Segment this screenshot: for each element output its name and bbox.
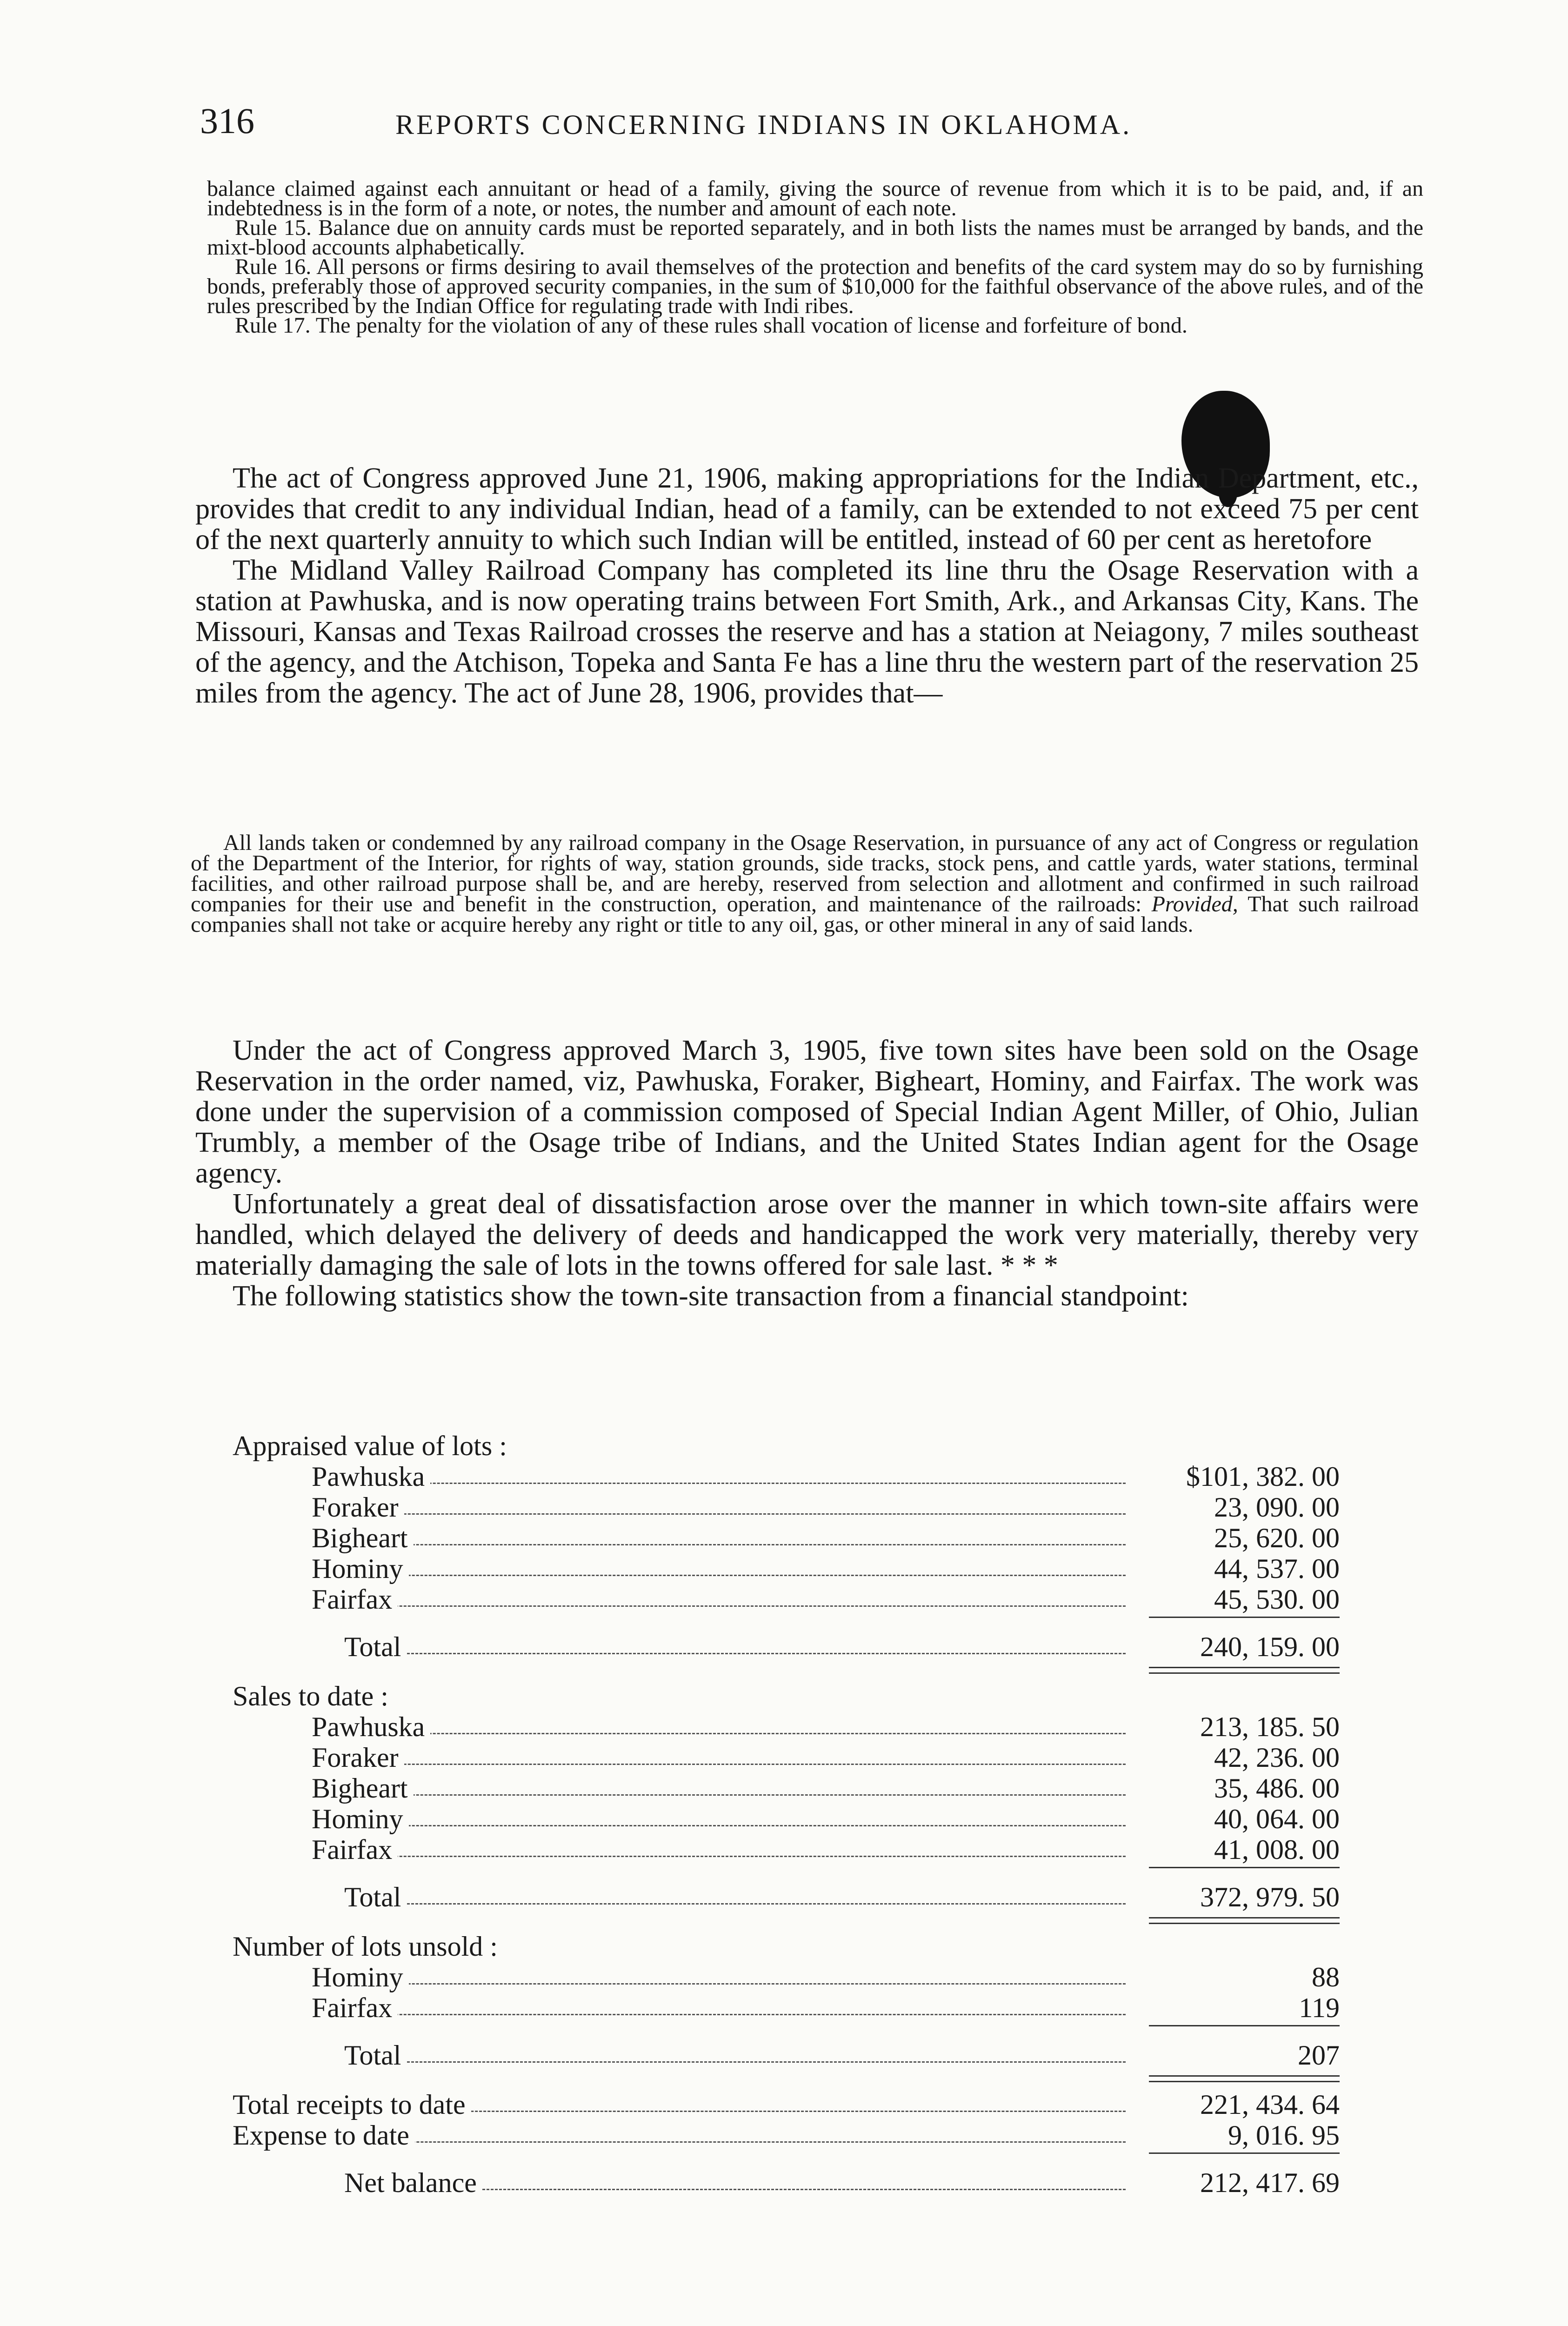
rule-14-continuation: balance claimed against each annuitant or head of a family, giving the source of revenue from which it is to be paid, and, if an indebtedness is in the form of a note, or notes, the number and amount of each note.: [207, 176, 1423, 221]
body-text-lower: [195, 1035, 1419, 1311]
sales-row: Pawhuska 213, 185. 50: [312, 1711, 1340, 1742]
unsold-row: Hominy 88: [312, 1962, 1340, 1992]
net-balance-row: Net balance 212, 417. 69: [344, 2167, 1340, 2198]
page-number: 316: [200, 100, 254, 141]
paragraph-statistics-intro: The following statistics show the town-site transaction from a financial standpoint:: [233, 1280, 1189, 1312]
paragraph-dissatisfaction: Unfortunately a great deal of dissatisfaction arose over the manner in which town-site affairs were handled, which delayed the delivery of deeds and handicapped the work very materially, thereby very materially damaging the sale of lots in the towns offered for sale last. * * *: [195, 1188, 1419, 1281]
appraised-row: Hominy 44, 537. 00: [312, 1553, 1340, 1584]
sales-row: Fairfax 41, 008. 00: [312, 1834, 1340, 1865]
sales-row: Hominy 40, 064. 00: [312, 1804, 1340, 1834]
unsold-row: Fairfax 119: [312, 1992, 1340, 2023]
rule-17: Rule 17. The penalty for the violation of any of these rules shall vocation of license and forfeiture of bond.: [235, 313, 1188, 338]
appraised-row: Foraker 23, 090. 00: [312, 1492, 1340, 1523]
expense-row: Expense to date 9, 016. 95: [233, 2120, 1340, 2151]
unsold-label: Number of lots unsold :: [233, 1931, 498, 1962]
quote-end: That such railroad companies shall not take or acquire hereby any right or title to any oil, gas, or other mineral in any of said lands.: [191, 892, 1419, 937]
sales-row: Bigheart 35, 486. 00: [312, 1773, 1340, 1804]
sales-total-row: Total 372, 979. 50: [344, 1882, 1340, 1912]
running-title: REPORTS CONCERNING INDIANS IN OKLAHOMA.: [395, 109, 1132, 140]
paragraph-railroads: The Midland Valley Railroad Company has completed its line thru the Osage Reservation with a station at Pawhuska, and is now operating trains between Fort Smith, Ark., and Arkansas City, Kans. The Missouri, Kansas and Texas Railroad crosses the reserve and has a station at Neiagony, 7 miles southeast of the agency, and the Atchison, Topeka and Santa Fe has a line thru the western part of the reservation 25 miles from the agency. The act of June 28, 1906, provides that—: [195, 555, 1419, 709]
appraised-label: Appraised value of lots :: [233, 1430, 507, 1461]
quote-main: All lands taken or condemned by any railroad company in the Osage Reservation, in pursuance of any act of Congress or regulation of the Department of the Interior, for rights of way, station grounds, side tracks, stock pens, and cattle yards, water stations, terminal facilities, and other railroad purpose shall be, and are hereby, reserved from selection and allotment and confirmed in such railroad companies for their use and benefit in the construction, operation, and maintenance of the railroads:: [191, 830, 1419, 916]
total-double-rule: [233, 1912, 1340, 1931]
total-double-rule: [233, 1662, 1340, 1681]
sales-row: Foraker 42, 236. 00: [312, 1742, 1340, 1773]
appraised-row: Bigheart 25, 620. 00: [312, 1523, 1340, 1553]
receipts-row: Total receipts to date 221, 434. 64: [233, 2089, 1340, 2120]
card-system-rules: [207, 176, 1423, 338]
paragraph-town-sites: Under the act of Congress approved March 3, 1905, five town sites have been sold on the Osage Reservation in the order named, viz, Pawhuska, Foraker, Bigheart, Hominy, and Fairfax. The work was done under the supervision of a commission composed of Special Indian Agent Miller, of Ohio, Julian Trumbly, a member of the Osage tribe of Indians, and the United States Indian agent for the Osage agency.: [195, 1035, 1419, 1189]
rule-15: Rule 15. Balance due on annuity cards must be reported separately, and in both lists the names must be arranged by bands, and the mixt-blood accounts alphabetically.: [207, 215, 1423, 260]
town-site-statistics: [233, 1430, 1340, 2198]
quote-provided: Provided,: [1151, 892, 1238, 916]
paragraph-credit-act: The act of Congress approved June 21, 1906, making appropriations for the Indian Department, etc., provides that credit to any individual Indian, head of a family, can be extended to not exceed 75 per cent of the next quarterly annuity to which such Indian will be entitled, instead of 60 per cent as heretofore: [195, 462, 1419, 555]
quote-text: [191, 830, 1419, 937]
body-text-upper: [195, 463, 1419, 708]
rule-16: Rule 16. All persons or firms desiring to avail themselves of the protection and benefits of the card system may do so by furnishing bonds, preferably those of approved security companies, in the sum of $10,000 for the faithful observance of the above rules, and of the rules prescribed by the Indian Office for regulating trade with Indi ribes.: [207, 254, 1423, 318]
total-double-rule: [233, 2071, 1340, 2089]
unsold-total-row: Total 207: [344, 2040, 1340, 2071]
quoted-act: [191, 830, 1419, 937]
sales-label: Sales to date :: [233, 1681, 388, 1711]
appraised-total-row: Total 240, 159. 00: [344, 1631, 1340, 1662]
appraised-row: Pawhuska $101, 382. 00: [312, 1461, 1340, 1492]
page-header: [200, 100, 1428, 142]
appraised-row: Fairfax 45, 530. 00: [312, 1584, 1340, 1615]
